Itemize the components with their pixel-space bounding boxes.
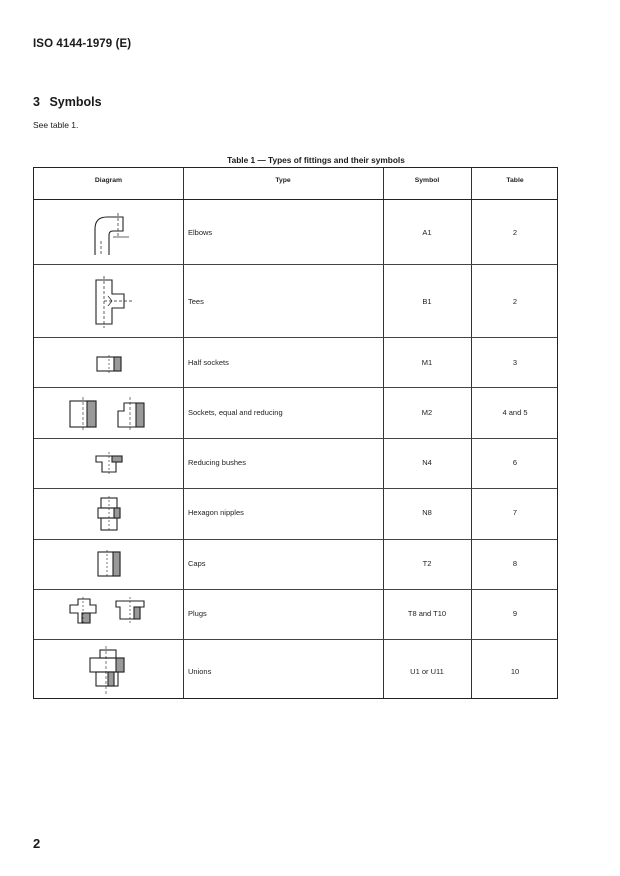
row-type-sockets: Sockets, equal and reducing bbox=[188, 408, 283, 417]
row-table-hexagon-nipples: 7 bbox=[512, 508, 518, 517]
column-divider bbox=[383, 168, 384, 698]
plug-icon bbox=[68, 597, 152, 625]
row-divider bbox=[34, 589, 557, 590]
reducing-bush-icon bbox=[94, 452, 124, 474]
section-title: Symbols bbox=[49, 95, 102, 109]
row-divider bbox=[34, 438, 557, 439]
union-icon bbox=[86, 646, 130, 694]
row-symbol-sockets: M2 bbox=[421, 408, 433, 417]
row-table-tees: 2 bbox=[512, 297, 518, 306]
column-header-table: Table bbox=[506, 177, 524, 184]
header-divider bbox=[34, 199, 557, 200]
row-symbol-caps: T2 bbox=[422, 559, 432, 568]
row-symbol-reducing-bushes: N4 bbox=[422, 458, 432, 467]
row-symbol-plugs: T8 and T10 bbox=[407, 609, 447, 618]
row-table-half-sockets: 3 bbox=[512, 358, 518, 367]
row-divider bbox=[34, 488, 557, 489]
section-intro: See table 1. bbox=[33, 120, 79, 130]
row-table-plugs: 9 bbox=[512, 609, 518, 618]
section-number: 3 bbox=[33, 95, 40, 109]
column-header-diagram: Diagram bbox=[94, 177, 123, 184]
column-header-symbol: Symbol bbox=[414, 177, 440, 184]
row-divider bbox=[34, 337, 557, 338]
row-symbol-tees: B1 bbox=[422, 297, 432, 306]
row-divider bbox=[34, 639, 557, 640]
row-type-caps: Caps bbox=[188, 559, 206, 568]
row-table-elbows: 2 bbox=[512, 228, 518, 237]
row-divider bbox=[34, 264, 557, 265]
fittings-table bbox=[33, 167, 558, 699]
row-table-reducing-bushes: 6 bbox=[512, 458, 518, 467]
section-heading bbox=[33, 95, 102, 109]
document-id: ISO 4144-1979 (E) bbox=[33, 38, 132, 50]
socket-icon bbox=[68, 397, 152, 431]
elbow-icon bbox=[91, 211, 131, 257]
hexagon-nipple-icon bbox=[96, 496, 122, 532]
row-table-caps: 8 bbox=[512, 559, 518, 568]
row-symbol-elbows: A1 bbox=[422, 228, 432, 237]
column-divider bbox=[183, 168, 184, 698]
row-divider bbox=[34, 539, 557, 540]
row-table-sockets: 4 and 5 bbox=[502, 408, 528, 417]
tee-icon bbox=[92, 274, 134, 328]
row-type-reducing-bushes: Reducing bushes bbox=[188, 458, 246, 467]
page-number: 2 bbox=[33, 836, 41, 851]
row-type-elbows: Elbows bbox=[188, 228, 213, 237]
row-type-tees: Tees bbox=[188, 297, 204, 306]
row-divider bbox=[34, 387, 557, 388]
row-type-unions: Unions bbox=[188, 667, 212, 676]
row-symbol-half-sockets: M1 bbox=[421, 358, 433, 367]
cap-icon bbox=[96, 550, 122, 578]
column-divider bbox=[471, 168, 472, 698]
table-caption: Table 1 — Types of fittings and their symbols bbox=[227, 155, 405, 165]
half-socket-icon bbox=[96, 355, 122, 373]
row-symbol-unions: U1 or U11 bbox=[410, 667, 444, 676]
row-type-half-sockets: Half sockets bbox=[188, 358, 229, 367]
column-header-type: Type bbox=[275, 177, 291, 184]
row-type-hexagon-nipples: Hexagon nipples bbox=[188, 508, 244, 517]
row-type-plugs: Plugs bbox=[188, 609, 207, 618]
row-table-unions: 10 bbox=[510, 667, 520, 676]
row-symbol-hexagon-nipples: N8 bbox=[422, 508, 432, 517]
